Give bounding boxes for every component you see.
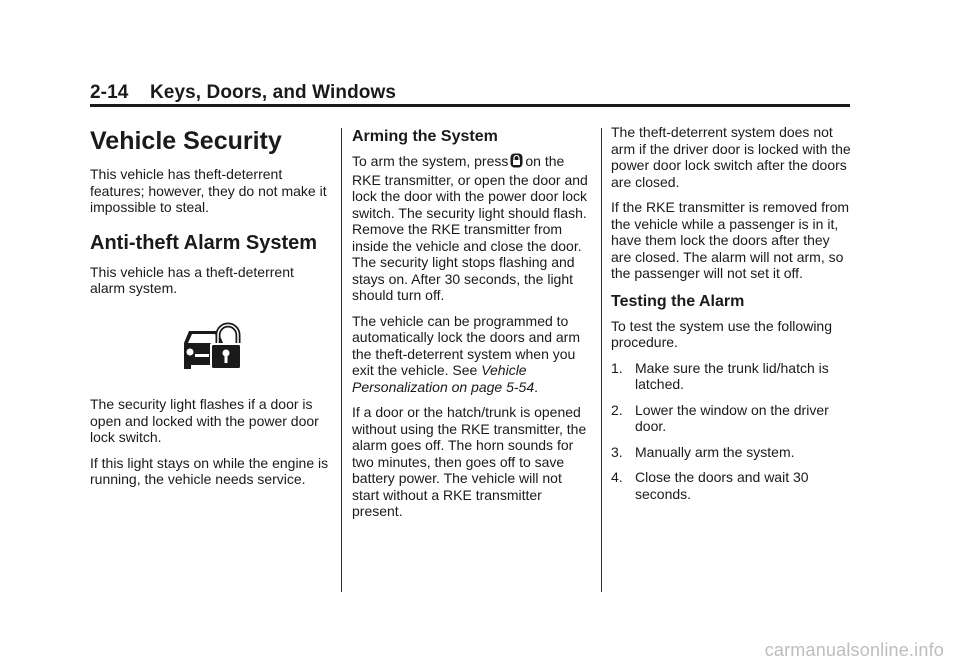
list-item: 4. Close the doors and wait 30 seconds. [611,469,809,502]
section-heading-alarm: Anti-theft Alarm System [90,231,318,254]
page-title: Vehicle Security [90,127,282,155]
paragraph: To test the system use the following procedure. [611,317,832,350]
page-ref: 2-14 [90,82,129,103]
section-heading-testing: Testing the Alarm [611,292,745,310]
list-item: 3. Manually arm the system. [611,443,795,460]
section-title: Keys, Doors, and Windows [149,82,397,103]
paragraph: If this light stays on while the engine is running, the vehicle needs service. [90,454,329,487]
column-divider [341,128,342,592]
list-item: 1. Make sure the trunk lid/hatch is latched. [611,359,829,392]
page-header [90,82,850,104]
paragraph: The theft-deterrent system does not arm if the driver door is locked with the power door lock switch after the doors are closed. [611,124,851,190]
car-lock-icon [180,319,242,371]
paragraph: To arm the system, press on the RKE transmitter, or open the door and lock the door with the power door lock switch. The security light should flash. Remove the RKE transmitter from inside the vehicle and close the door. The security light stops flashing and stays on. After 30 seconds, the light should turn off. [352,153,588,303]
column-3 [611,124,851,511]
watermark: carmanualsonline.info [764,640,944,660]
procedure-list [611,360,851,503]
paragraph: The vehicle can be programmed to automatically lock the doors and arm the theft-deterrent system when you exit the vehicle. See Vehicle Personalization on page 5‑54. [352,312,580,395]
paragraph: This vehicle has a theft-deterrent alarm system. [90,263,294,296]
section-heading-arming: Arming the System [352,128,498,145]
paragraph: This vehicle has theft-deterrent features; however, they do not make it impossible to steal. [90,166,327,215]
column-divider [601,128,602,592]
security-light-illustration [90,319,332,375]
column-1 [90,124,332,497]
column-2 [352,124,592,529]
list-item: 2. Lower the window on the driver door. [611,401,829,434]
lock-icon [510,153,523,168]
paragraph: If a door or the hatch/trunk is opened without using the RKE transmitter, the alarm goes off. The horn sounds for two minutes, then goes off to save battery power. The vehicle will not start without a RKE transmitter present. [352,404,587,519]
header-rule [90,104,850,107]
cross-reference-link[interactable]: Vehicle Personalization on page 5‑54 [352,362,535,395]
paragraph: If the RKE transmitter is removed from the vehicle while a passenger is in it, have them lock the doors after they are closed. The alarm will not arm, so the passenger will not set it off. [611,199,850,281]
paragraph: The security light flashes if a door is open and locked with the power door lock switch. [90,396,319,445]
